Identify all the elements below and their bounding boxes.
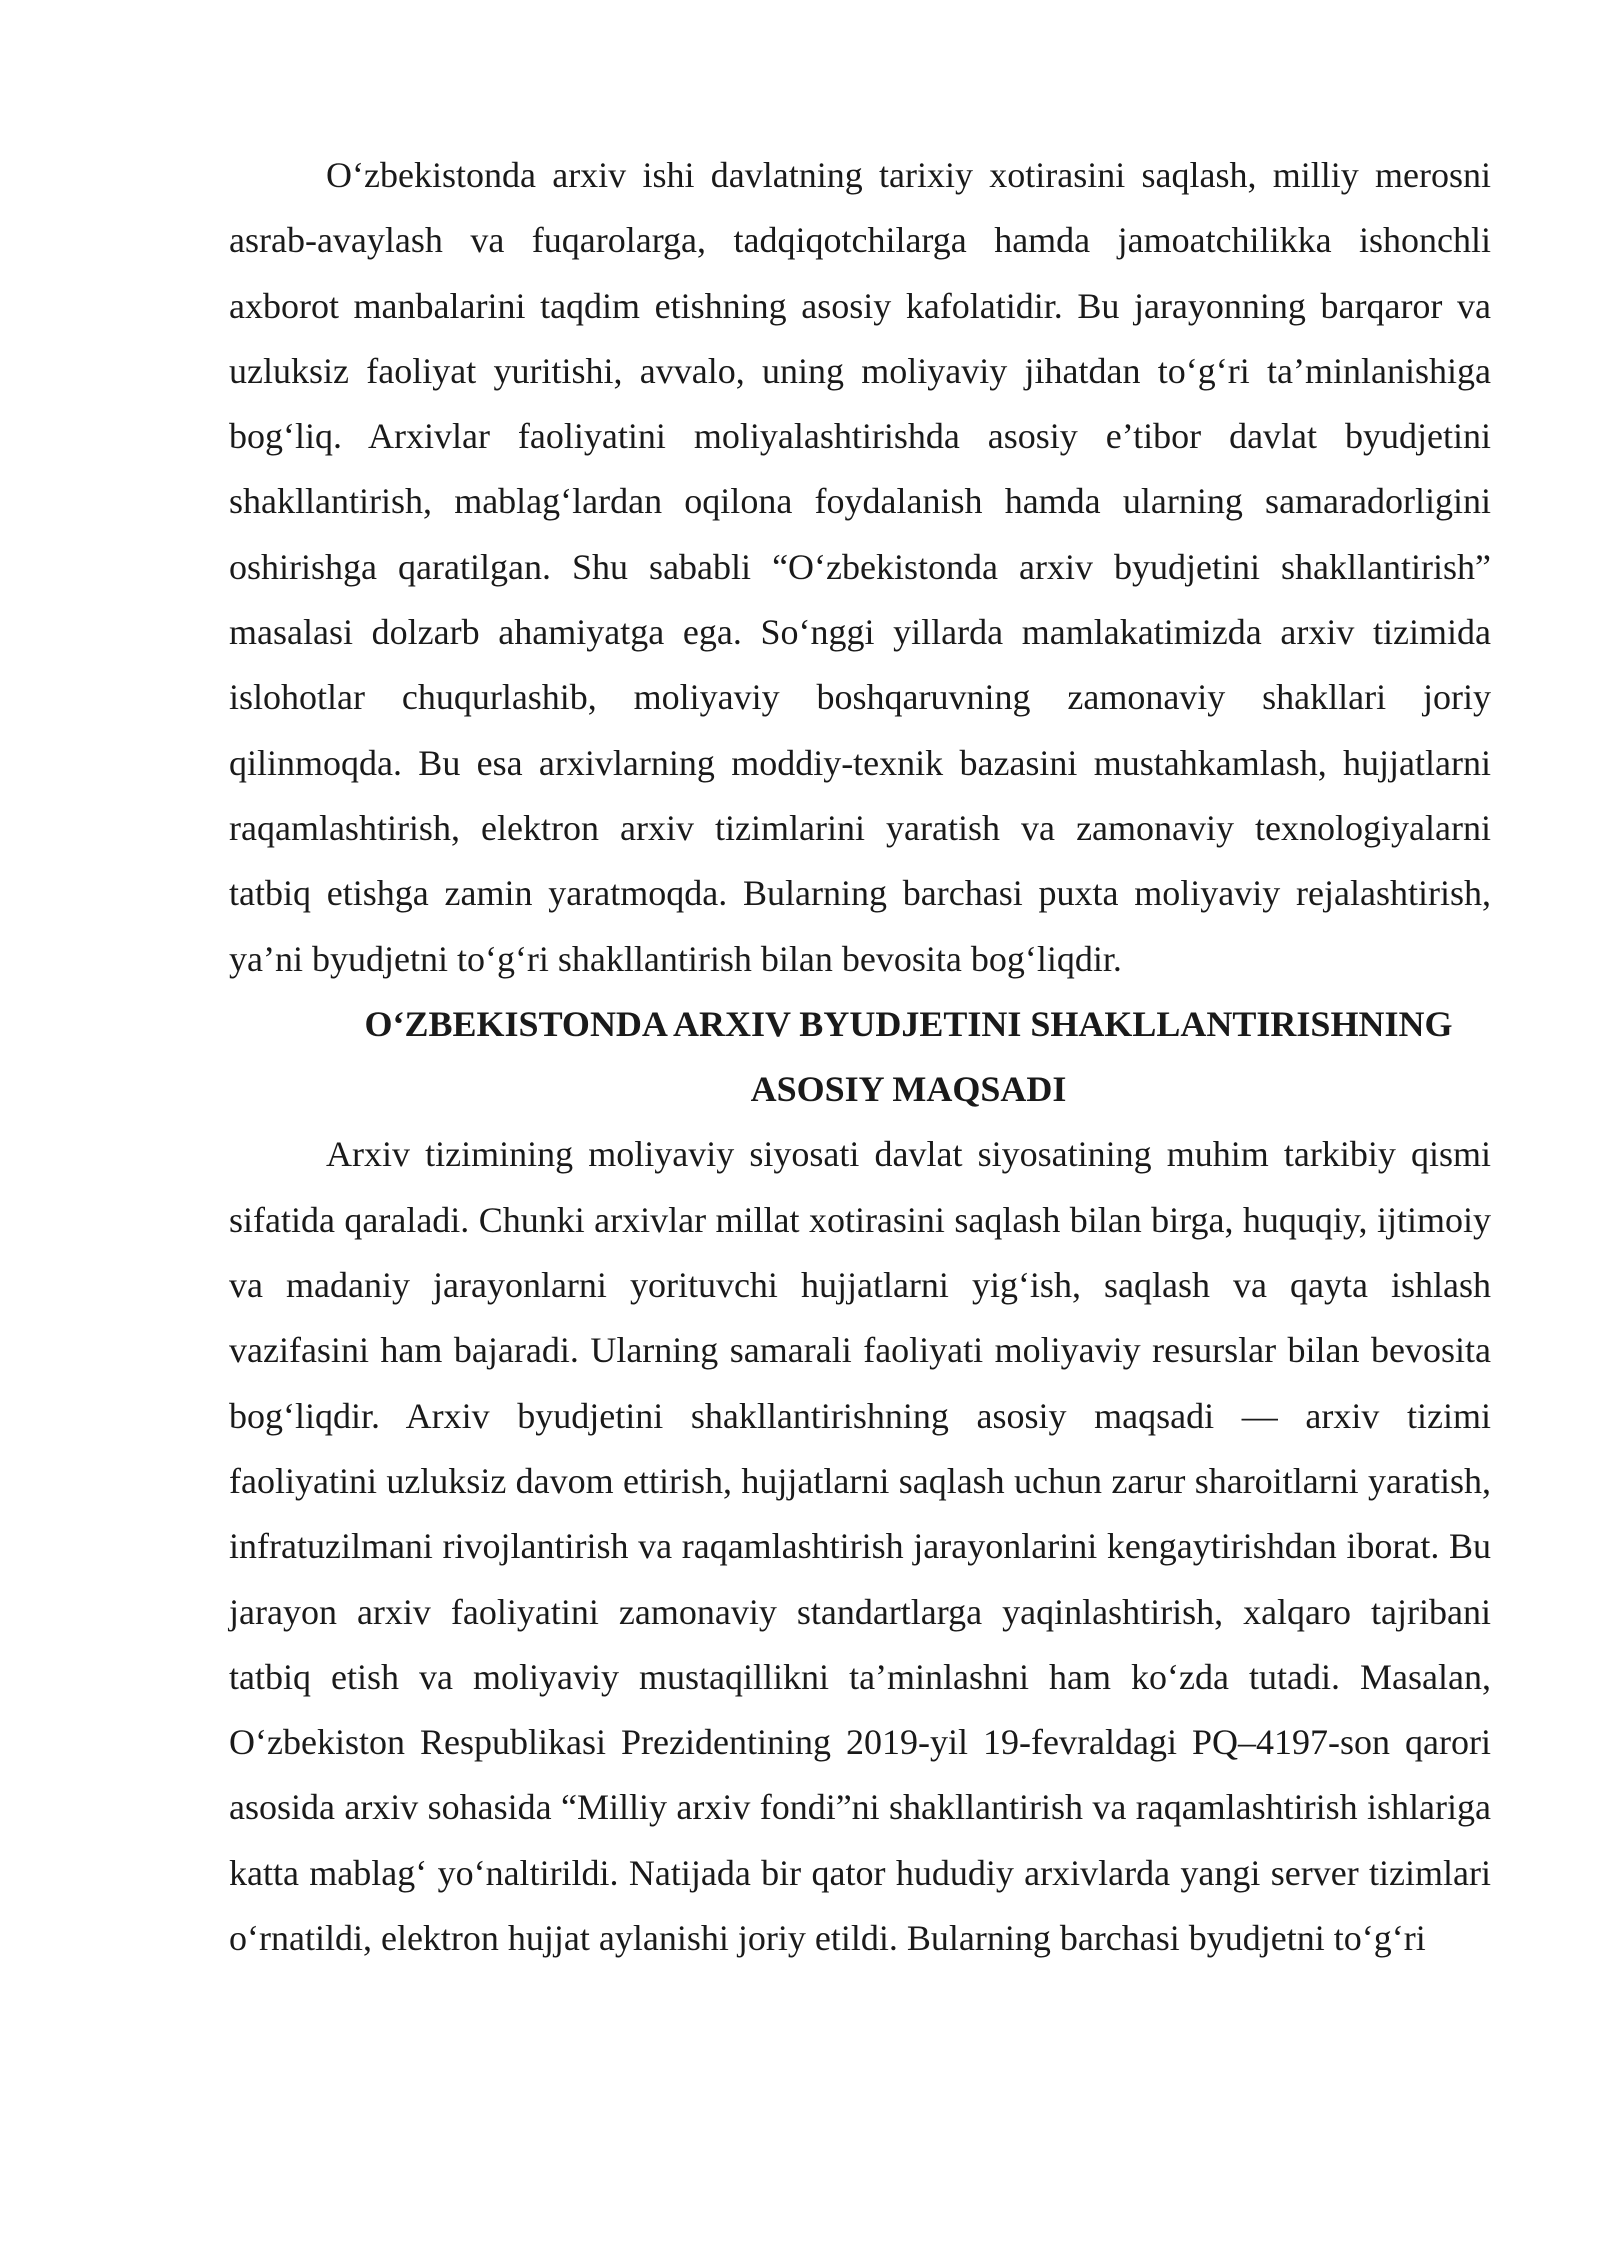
paragraph-main: Arxiv tizimining moliyaviy siyosati davlat siyosatining muhim tarkibiy qismi sifatida qaraladi. Chunki arxivlar millat xotirasini saqlash bilan birga, huquqiy, ijtimoiy va madaniy jarayonlarni yorituvchi hujjatlarni yig‘ish, saqlash va qayta ishlash vazifasini ham bajaradi. Ularning samarali faoliyati moliyaviy resurslar bilan bevosita bog‘liqdir. Arxiv byudjetini shakllantirishning asosiy maqsadi — arxiv tizimi faoliyatini uzluksiz davom ettirish, hujjatlarni saqlash uchun zarur sharoitlarni yaratish, infratuzilmani rivojlantirish va raqamlashtirish jarayonlarini kengaytirishdan iborat. Bu jarayon arxiv faoliyatini zamonaviy standartlarga yaqinlashtirish, xalqaro tajribani tatbiq etish va moliyaviy mustaqillikni ta’minlashni ham ko‘zda tutadi. Masalan, O‘zbekiston Respublikasi Prezidentining 2019-yil 19-fevraldagi PQ–4197-son qarori asosida arxiv sohasida “Milliy arxiv fondi”ni shakllantirish va raqamlashtirish ishlariga katta mablag‘ yo‘naltirildi. Natijada bir qator hududiy arxivlarda yangi server tizimlari o‘rnatildi, elektron hujjat aylanishi joriy etildi. Bularning barchasi byudjetni to‘g‘ri [229,1134,1491,1959]
section-heading: O‘ZBEKISTONDA ARXIV BYUDJETINI SHAKLLANTIRISHNING ASOSIY MAQSADI [364,1003,1453,1110]
paragraph-intro: O‘zbekistonda arxiv ishi davlatning tarixiy xotirasini saqlash, milliy merosni asrab-avaylash va fuqarolarga, tadqiqotchilarga hamda jamoatchilikka ishonchli axborot manbalarini taqdim etishning asosiy kafolatidir. Bu jarayonning barqaror va uzluksiz faoliyat yuritishi, avvalo, uning moliyaviy jihatdan to‘g‘ri ta’minlanishiga bog‘liq. Arxivlar faoliyatini moliyalashtirishda asosiy e’tibor davlat byudjetini shakllantirish, mablag‘lardan oqilona foydalanish hamda ularning samaradorligini oshirishga qaratilgan. Shu sababli “O‘zbekistonda arxiv byudjetini shakllantirish” masalasi dolzarb ahamiyatga ega. So‘nggi yillarda mamlakatimizda arxiv tizimida islohotlar chuqurlashib, moliyaviy boshqaruvning zamonaviy shakllari joriy qilinmoqda. Bu esa arxivlarning moddiy-texnik bazasini mustahkamlash, hujjatlarni raqamlashtirish, elektron arxiv tizimlarini yaratish va zamonaviy texnologiyalarni tatbiq etishga zamin yaratmoqda. Bularning barchasi puxta moliyaviy rejalashtirish, ya’ni byudjetni to‘g‘ri shakllantirish bilan bevosita bog‘liqdir. [229,155,1491,979]
document-body [229,143,1491,1971]
